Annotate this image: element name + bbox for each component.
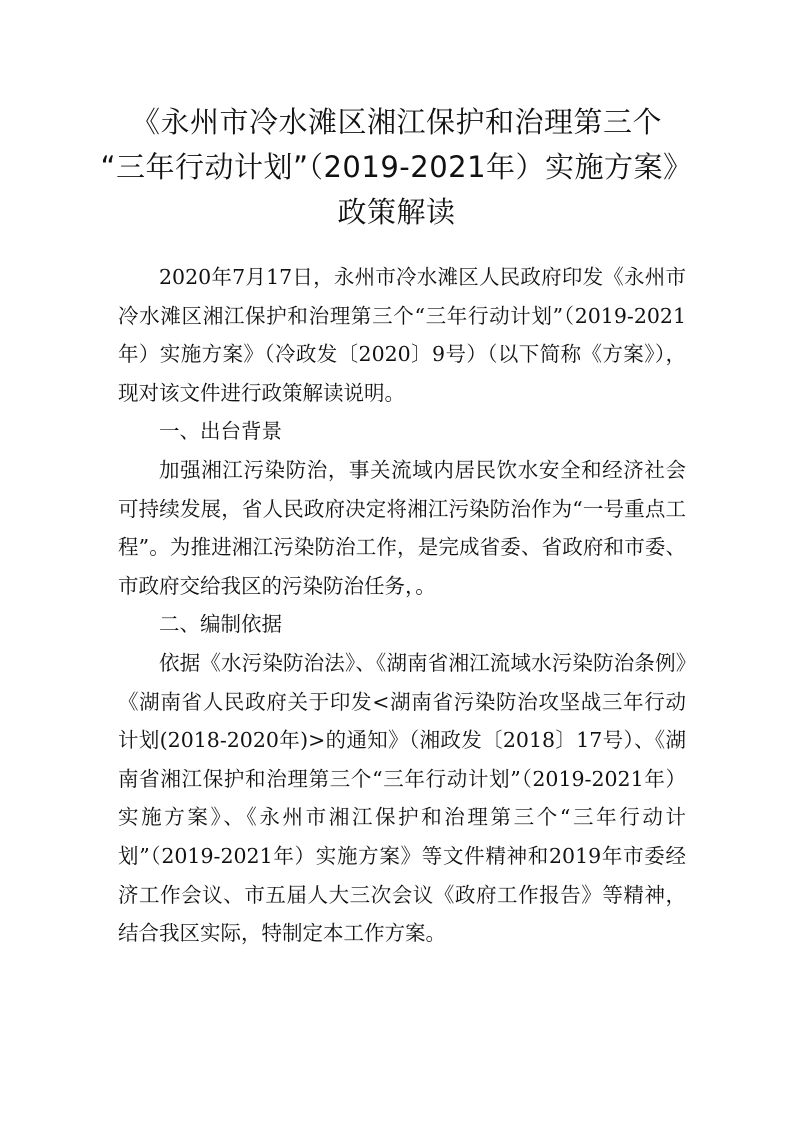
document-title (60, 100, 733, 235)
title-line-2: “三年行动计划”（2019-2021年）实施方案》 (100, 150, 693, 184)
document-body (118, 258, 686, 953)
basis-paragraph: 依据《水污染防治法》、《湖南省湘江流域水污染防治条例》《湖南省人民政府关于印发<湖南省污染防治攻坚战三年行动计划(2018-2020年)>的通知》（湘政发〔2018〕17号）、《湖南省湘江保护和治理第三个“三年行动计划”（2019-2021年）实施方案》、《永州市湘江保护和治理第三个“三年行动计划”（2019-2021年）实施方案》等文件精神和2019年市委经济工作会议、市五届人大三次会议《政府工作报告》等精神，结合我区实际，特制定本工作方案。 (118, 650, 686, 946)
title-line-3: 政策解读 (337, 195, 456, 229)
section-heading-background: 一、出台背景 (159, 419, 282, 444)
title-line-1: 《永州市冷水滩区湘江保护和治理第三个 (130, 105, 662, 139)
section-heading-basis: 二、编制依据 (159, 612, 282, 637)
intro-paragraph: 2020年7月17日，永州市冷水滩区人民政府印发《永州市冷水滩区湘江保护和治理第三个“三年行动计划”（2019-2021年）实施方案》（冷政发〔2020〕9号）（以下简称《方案》），现对该文件进行政策解读说明。 (118, 265, 686, 405)
background-paragraph: 加强湘江污染防治，事关流域内居民饮水安全和经济社会可持续发展，省人民政府决定将湘江污染防治作为“一号重点工程”。为推进湘江污染防治工作，是完成省委、省政府和市委、市政府交给我区的污染防治任务，。 (118, 457, 686, 598)
